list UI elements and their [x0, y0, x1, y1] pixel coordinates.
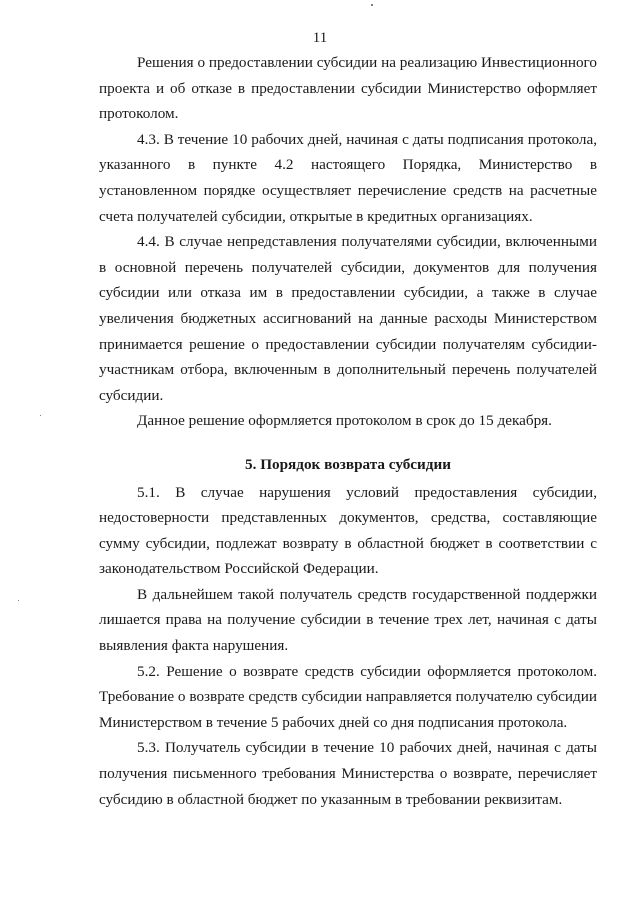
paragraph-4-4: 4.4. В случае непредставления получателями субсидии, включенными в основной перечень получателей субсидии, документов для получения субсидии или отказа им в предоставлении субсидии, а также в случае увеличения бюджетных ассигнований на данные расходы Министерством принимается решение о предоставлении субсидии получателям субсидии-участникам отбора, включенным в дополнительный перечень получателей субсидии.: [99, 233, 597, 404]
paragraph-5-3: 5.3. Получатель субсидии в течение 10 рабочих дней, начиная с даты получения письменного требования Министерства о возврате, перечисляет субсидию в областной бюджет по указанным в требовании реквизитам.: [99, 739, 597, 808]
document-body: [99, 50, 597, 812]
scan-speck: [371, 4, 373, 6]
paragraph-support-deprivation: В дальнейшем такой получатель средств государственной поддержки лишается права на получение субсидии в течение трех лет, начиная с даты выявления факта нарушения.: [99, 585, 597, 655]
paragraph-5-2: 5.2. Решение о возврате средств субсидии оформляется протоколом. Требование о возврате средств субсидии направляется получателю субсидии Министерством в течение 5 рабочих дней со дня подписания протокола.: [99, 662, 597, 731]
paragraph-decisions-protocol: Решения о предоставлении субсидии на реализацию Инвестиционного проекта и об отказе в предоставлении субсидии Министерство оформляет протоколом.: [99, 54, 597, 123]
scan-speck: [18, 600, 19, 601]
section-heading: 5. Порядок возврата субсидии: [245, 455, 451, 473]
paragraph-5-1: 5.1. В случае нарушения условий предоставления субсидии, недостоверности представленных документов, средства, составляющие сумму субсидии, подлежат возврату в областной бюджет в соответствии с законодательством Российской Федерации.: [99, 483, 597, 578]
paragraph-4-3: 4.3. В течение 10 рабочих дней, начиная с даты подписания протокола, указанного в пункте 4.2 настоящего Порядка, Министерство в установленном порядке осуществляет перечисление средств на расчетные счета получателей субсидии, открытые в кредитных организациях.: [99, 130, 597, 225]
scan-speck: [40, 415, 41, 416]
paragraph-decision-deadline: Данное решение оформляется протоколом в срок до 15 декабря.: [137, 412, 552, 430]
page-number: 11: [312, 30, 328, 46]
